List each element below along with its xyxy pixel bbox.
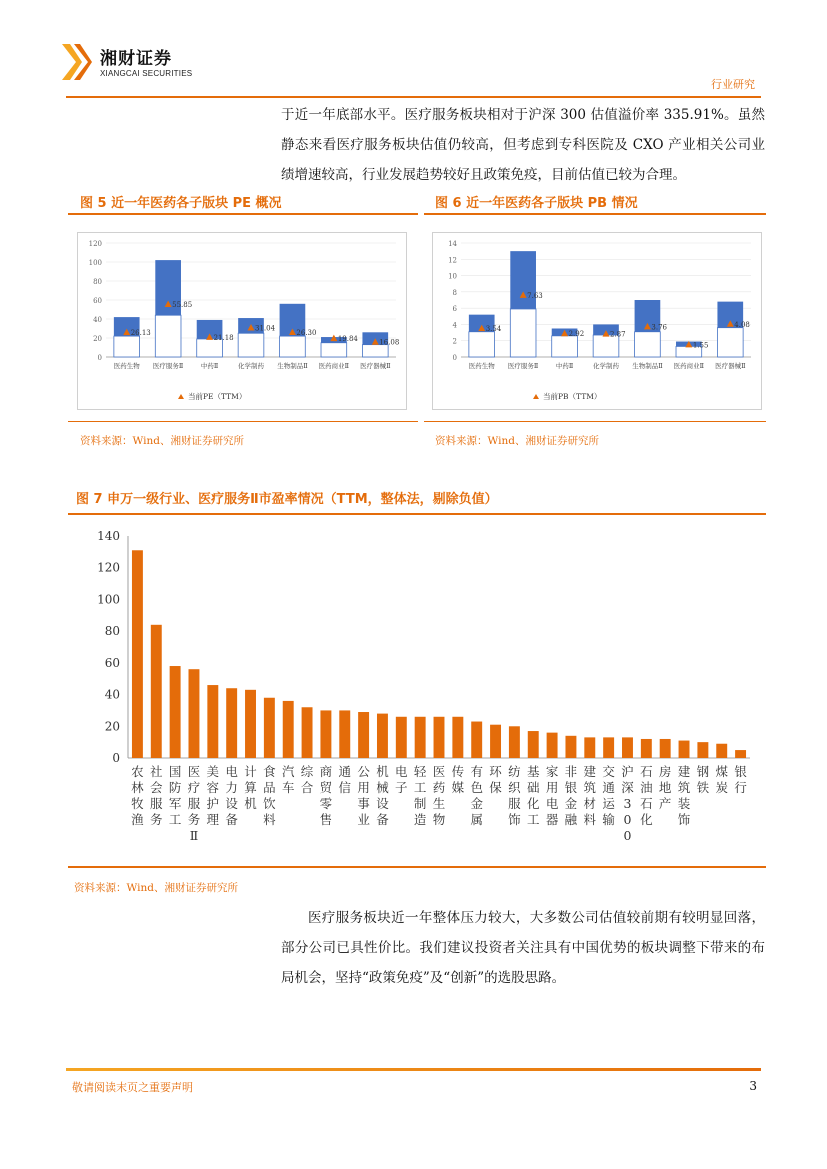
pb-x-tick-label: 医疗器械Ⅱ — [715, 362, 746, 370]
pb-value-label: 2.92 — [568, 330, 585, 339]
footer-divider — [66, 1068, 761, 1071]
industry-bar — [471, 722, 482, 758]
pb-y-tick-label: 12 — [448, 256, 457, 265]
pb-value-label: 7.63 — [527, 291, 543, 300]
industry-bar — [716, 744, 727, 758]
pe-value-label: 16.08 — [379, 338, 400, 347]
industry-y-tick-label: 140 — [97, 529, 120, 543]
figure7-bottom-rule — [68, 866, 766, 868]
industry-bar — [339, 710, 350, 758]
pb-value-label: 4.08 — [734, 320, 750, 329]
industry-x-tick-label: 通信 — [338, 764, 352, 795]
pe-value-label: 21.18 — [213, 333, 234, 342]
pb-legend-marker — [533, 394, 539, 399]
pb-value-label: 3.76 — [651, 323, 668, 332]
brand-name-cn: 湘财证券 — [100, 49, 172, 69]
figure6-bottom-rule — [424, 421, 766, 422]
industry-x-tick-label: 煤炭 — [715, 764, 728, 795]
figure6-source: 资料来源：Wind、湘财证券研究所 — [435, 435, 599, 447]
pb-bar-low — [717, 328, 743, 357]
industry-bar — [434, 717, 445, 758]
industry-bar — [226, 688, 237, 758]
industry-x-tick-label: 计算机 — [244, 764, 257, 811]
pe-x-tick-label: 生物制品Ⅱ — [277, 362, 308, 370]
industry-x-tick-label: 医药生物 — [432, 764, 446, 827]
pb-bar-low — [469, 332, 495, 357]
industry-bar — [170, 666, 181, 758]
industry-y-tick-label: 80 — [104, 624, 120, 639]
industry-x-tick-label: 房地产 — [658, 764, 672, 811]
pb-y-tick-label: 0 — [452, 354, 457, 362]
figure7-title: 图 7 申万一级行业、医疗服务Ⅱ市盈率情况（TTM，整体法，剔除负值） — [76, 492, 498, 507]
industry-x-tick-label: 食品饮料 — [263, 764, 276, 827]
section-label: 行业研究 — [711, 78, 755, 91]
pe-y-tick-label: 120 — [88, 240, 102, 248]
pe-x-tick-label: 中药Ⅱ — [200, 362, 219, 370]
pb-chart — [433, 233, 761, 409]
industry-bar — [264, 698, 275, 758]
industry-x-tick-label: 建筑装饰 — [677, 764, 691, 827]
pb-bar-range — [510, 251, 536, 309]
industry-x-tick-label: 沪深 3 0 0 — [621, 764, 634, 842]
industry-x-tick-label: 电力设备 — [225, 764, 238, 827]
pe-value-label: 26.30 — [296, 329, 317, 338]
industry-bar — [603, 737, 614, 758]
pe-value-label: 19.84 — [337, 335, 358, 344]
industry-y-tick-label: 20 — [104, 719, 120, 734]
figure7-source: 资料来源：Wind、湘财证券研究所 — [74, 882, 238, 894]
industry-x-tick-label: 交通运输 — [602, 764, 615, 827]
figure6-chart-frame — [432, 232, 762, 410]
pe-bar-low — [238, 333, 264, 357]
pb-legend-label: 当前PB（TTM） — [543, 392, 602, 401]
industry-y-tick-label: 120 — [97, 560, 120, 575]
pb-x-tick-label: 生物制品Ⅱ — [632, 362, 663, 370]
industry-bar — [415, 717, 426, 758]
industry-x-tick-label: 纺织服饰 — [508, 764, 521, 827]
industry-bar — [452, 717, 463, 758]
pb-y-tick-label: 14 — [448, 240, 457, 248]
industry-bar — [207, 685, 218, 758]
industry-x-tick-label: 钢铁 — [696, 764, 710, 795]
figure6-title: 图 6 近一年医药各子版块 PB 情况 — [435, 196, 638, 211]
industry-bar — [697, 742, 708, 758]
pb-bar-low — [552, 336, 578, 357]
figure5-title-rule — [68, 213, 418, 215]
pe-y-tick-label: 0 — [97, 354, 102, 362]
industry-bar — [735, 750, 746, 758]
industry-bar — [584, 737, 595, 758]
page-number: 3 — [749, 1079, 757, 1093]
pe-value-label: 55.85 — [172, 300, 193, 309]
industry-x-tick-label: 机械设备 — [376, 764, 389, 827]
pb-y-tick-label: 8 — [452, 288, 457, 297]
industry-bar — [302, 707, 313, 758]
industry-bar — [358, 712, 369, 758]
pe-x-tick-label: 化学制药 — [238, 362, 264, 370]
company-logo-icon — [60, 40, 94, 84]
industry-x-tick-label: 医疗服务 Ⅱ — [187, 764, 201, 842]
industry-y-tick-label: 40 — [104, 687, 120, 702]
industry-bar — [660, 739, 671, 758]
pe-y-tick-label: 80 — [93, 278, 102, 286]
figure7-title-rule — [68, 513, 766, 515]
industry-x-tick-label: 建筑材料 — [583, 764, 597, 827]
figure5-source: 资料来源：Wind、湘财证券研究所 — [80, 435, 244, 447]
pb-y-tick-label: 2 — [452, 337, 457, 346]
figure6-title-rule — [424, 213, 766, 215]
pe-y-tick-label: 20 — [93, 335, 102, 343]
industry-bar — [283, 701, 294, 758]
industry-x-tick-label: 非银金融 — [564, 764, 578, 827]
industry-bar — [641, 739, 652, 758]
pe-y-tick-label: 40 — [93, 316, 102, 324]
industry-bar — [509, 726, 520, 758]
pb-value-label: 2.87 — [610, 330, 626, 339]
pe-legend-marker — [178, 394, 184, 399]
pb-y-tick-label: 4 — [452, 321, 457, 330]
pe-x-tick-label: 医药商业Ⅱ — [318, 362, 350, 370]
pe-y-tick-label: 100 — [88, 259, 102, 267]
industry-x-tick-label: 有色金属 — [470, 764, 483, 827]
figure5-bottom-rule — [68, 421, 418, 422]
pe-x-tick-label: 医疗器械Ⅱ — [360, 362, 391, 370]
pe-bar-low — [321, 343, 347, 357]
industry-bar — [679, 741, 690, 758]
pe-bar-low — [155, 315, 181, 357]
brand-name-en: XIANGCAI SECURITIES — [100, 69, 193, 78]
pb-value-label: 3.54 — [485, 325, 502, 334]
industry-x-tick-label: 基础化工 — [526, 764, 540, 827]
industry-x-tick-label: 银行 — [734, 764, 747, 795]
pb-x-tick-label: 医疗服务Ⅱ — [507, 362, 539, 370]
pe-bar-low — [280, 336, 306, 357]
pe-bar-low — [114, 336, 140, 357]
pe-x-tick-label: 医疗服务Ⅱ — [152, 362, 184, 370]
industry-x-tick-label: 农林牧渔 — [131, 764, 144, 827]
pb-x-tick-label: 中药Ⅱ — [555, 362, 574, 370]
industry-bar — [565, 736, 576, 758]
pb-value-label: 1.55 — [692, 341, 709, 350]
intro-paragraph: 于近一年底部水平。医疗服务板块相对于沪深 300 估值溢价率 335.91%。虽然静态来看医疗服务板块估值仍较高，但考虑到专科医院及 CXO 产业相关公司业绩增速较高，行业发展趋势较好且政策免疫，目前估值已较为合理。 — [281, 107, 765, 183]
figure5-title: 图 5 近一年医药各子版块 PE 概况 — [80, 196, 282, 211]
header-divider — [66, 96, 761, 98]
industry-bar — [320, 710, 331, 758]
industry-x-tick-label: 商贸零售 — [319, 764, 333, 827]
industry-pe-chart — [70, 522, 766, 842]
pe-value-label: 26.13 — [130, 329, 151, 338]
industry-x-tick-label: 社会服务 — [150, 764, 163, 827]
industry-x-tick-label: 公用事业 — [357, 764, 370, 827]
industry-x-tick-label: 石油石化 — [640, 764, 653, 827]
pb-y-tick-label: 6 — [452, 305, 457, 314]
pe-legend-label: 当前PE（TTM） — [188, 392, 247, 401]
industry-bar — [151, 625, 162, 758]
industry-x-tick-label: 美容护理 — [206, 764, 220, 827]
industry-x-tick-label: 环保 — [489, 764, 502, 795]
industry-bar — [547, 733, 558, 758]
pb-bar-low — [510, 309, 536, 357]
pb-x-tick-label: 化学制药 — [593, 362, 619, 370]
pe-y-tick-label: 60 — [93, 297, 102, 305]
industry-x-tick-label: 轻工制造 — [413, 764, 427, 827]
industry-y-tick-label: 0 — [112, 751, 120, 765]
industry-bar — [528, 731, 539, 758]
figure5-chart-frame — [77, 232, 407, 410]
industry-x-tick-label: 汽车 — [281, 764, 295, 795]
industry-x-tick-label: 综合 — [300, 764, 314, 795]
pb-x-tick-label: 医药商业Ⅱ — [673, 362, 705, 370]
pe-value-label: 31.04 — [255, 324, 276, 333]
industry-bar — [396, 717, 407, 758]
industry-bar — [622, 737, 633, 758]
footer-disclaimer: 敬请阅读末页之重要声明 — [72, 1081, 193, 1094]
pb-x-tick-label: 医药生物 — [468, 362, 495, 370]
industry-bar — [490, 725, 501, 758]
industry-x-tick-label: 国防军工 — [168, 764, 182, 827]
industry-x-tick-label: 家用电器 — [545, 764, 559, 827]
industry-bar — [245, 690, 256, 758]
industry-bar — [377, 714, 388, 758]
pe-chart — [78, 233, 406, 409]
industry-x-tick-label: 电子 — [395, 764, 408, 795]
pb-y-tick-label: 10 — [448, 272, 457, 281]
industry-x-tick-label: 传媒 — [451, 764, 465, 795]
industry-bar — [132, 550, 143, 758]
closing-paragraph: 医疗服务板块近一年整体压力较大，大多数公司估值较前期有较明显回落，部分公司已具性价比。我们建议投资者关注具有中国优势的板块调整下带来的布局机会，坚持“政策免疫”及“创新”的选股思路。 — [281, 910, 765, 986]
pb-bar-low — [635, 332, 661, 357]
industry-y-tick-label: 100 — [97, 592, 120, 607]
industry-y-tick-label: 60 — [104, 655, 120, 670]
industry-bar — [189, 669, 200, 758]
pe-x-tick-label: 医药生物 — [113, 362, 140, 370]
